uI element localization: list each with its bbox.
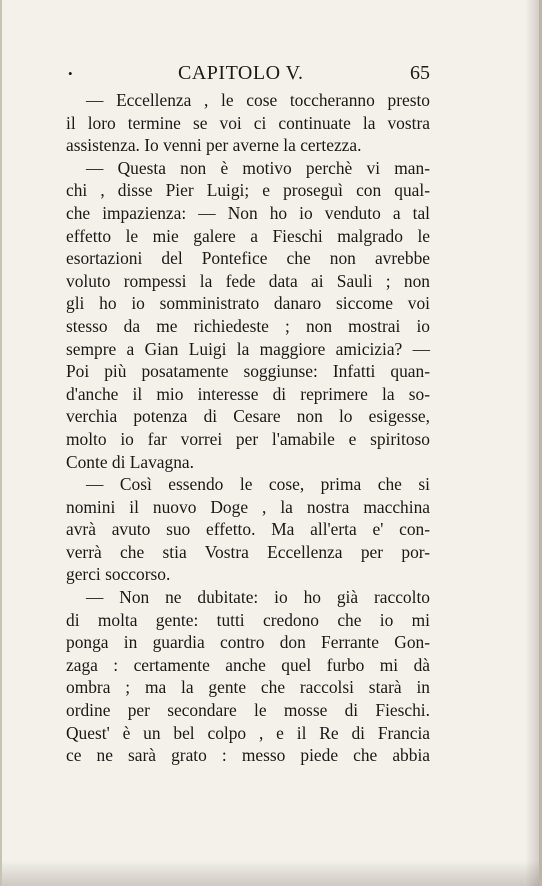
text-line: gerci soccorso. [66, 564, 171, 585]
text-line: esortazioni del Pontefice che non avrebbe [66, 248, 430, 269]
text-line: effetto le mie galere a Fieschi malgrado le [66, 225, 430, 246]
text-line: d'anche il mio interesse di reprimere la so- [66, 383, 430, 404]
text-line: verchia potenza di Cesare non lo esigesse, [66, 406, 430, 427]
page-number: 65 [410, 62, 430, 84]
page-edge-shadow [525, 0, 539, 886]
page-header [68, 62, 430, 88]
text-line: nomini il nuovo Doge , la nostra macchina [66, 496, 430, 517]
text-line: ponga in guardia contro don Ferrante Gon- [66, 632, 430, 653]
text-line: zaga : certamente anche quel furbo mi dà [66, 654, 430, 675]
text-line: verrà che stia Vostra Eccellenza per por- [66, 541, 430, 562]
text-line: ordine per secondare le mosse di Fieschi. [66, 700, 430, 721]
text-line: molto io far vorrei per l'amabile e spiritoso [66, 428, 430, 449]
text-line: gli ho io somministrato danaro siccome voi [66, 293, 430, 314]
header-mark: • [68, 66, 73, 81]
body-text [66, 89, 430, 767]
page-bottom-shadow [2, 860, 542, 886]
text-line: Poi più posatamente soggiunse: Infatti quan- [66, 361, 430, 382]
text-line: stesso da me richiedeste ; non mostrai io [66, 315, 430, 336]
text-line: Conte di Lavagna. [66, 451, 194, 472]
text-line: assistenza. Io venni per averne la certezza. [66, 135, 362, 156]
text-line: ce ne sarà grato : messo piede che abbia [66, 745, 430, 766]
text-line: — Questa non è motivo perchè vi man- [86, 157, 430, 178]
chapter-title: CAPITOLO V. [178, 62, 304, 84]
text-line: chi , disse Pier Luigi; e proseguì con qual- [66, 180, 430, 201]
text-line: — Così essendo le cose, prima che si [86, 474, 430, 495]
text-line: voluto rompessi la fede data ai Sauli ; non [66, 270, 430, 291]
text-line: ombra ; ma la gente che raccolsi starà in [66, 677, 430, 698]
text-line: di molta gente: tutti credono che io mi [66, 609, 430, 630]
text-line: che impazienza: — Non ho io venduto a tal [66, 202, 430, 223]
text-line: il loro termine se voi ci continuate la vostra [66, 112, 430, 133]
text-line: Quest' è un bel colpo , e il Re di Francia [66, 722, 430, 743]
text-line: — Eccellenza , le cose toccheranno presto [86, 90, 430, 110]
text-line: — Non ne dubitate: io ho già raccolto [86, 587, 430, 608]
text-line: sempre a Gian Luigi la maggiore amicizia? — [66, 338, 430, 359]
text-line: avrà avuto suo effetto. Ma all'erta e' con- [66, 519, 430, 540]
